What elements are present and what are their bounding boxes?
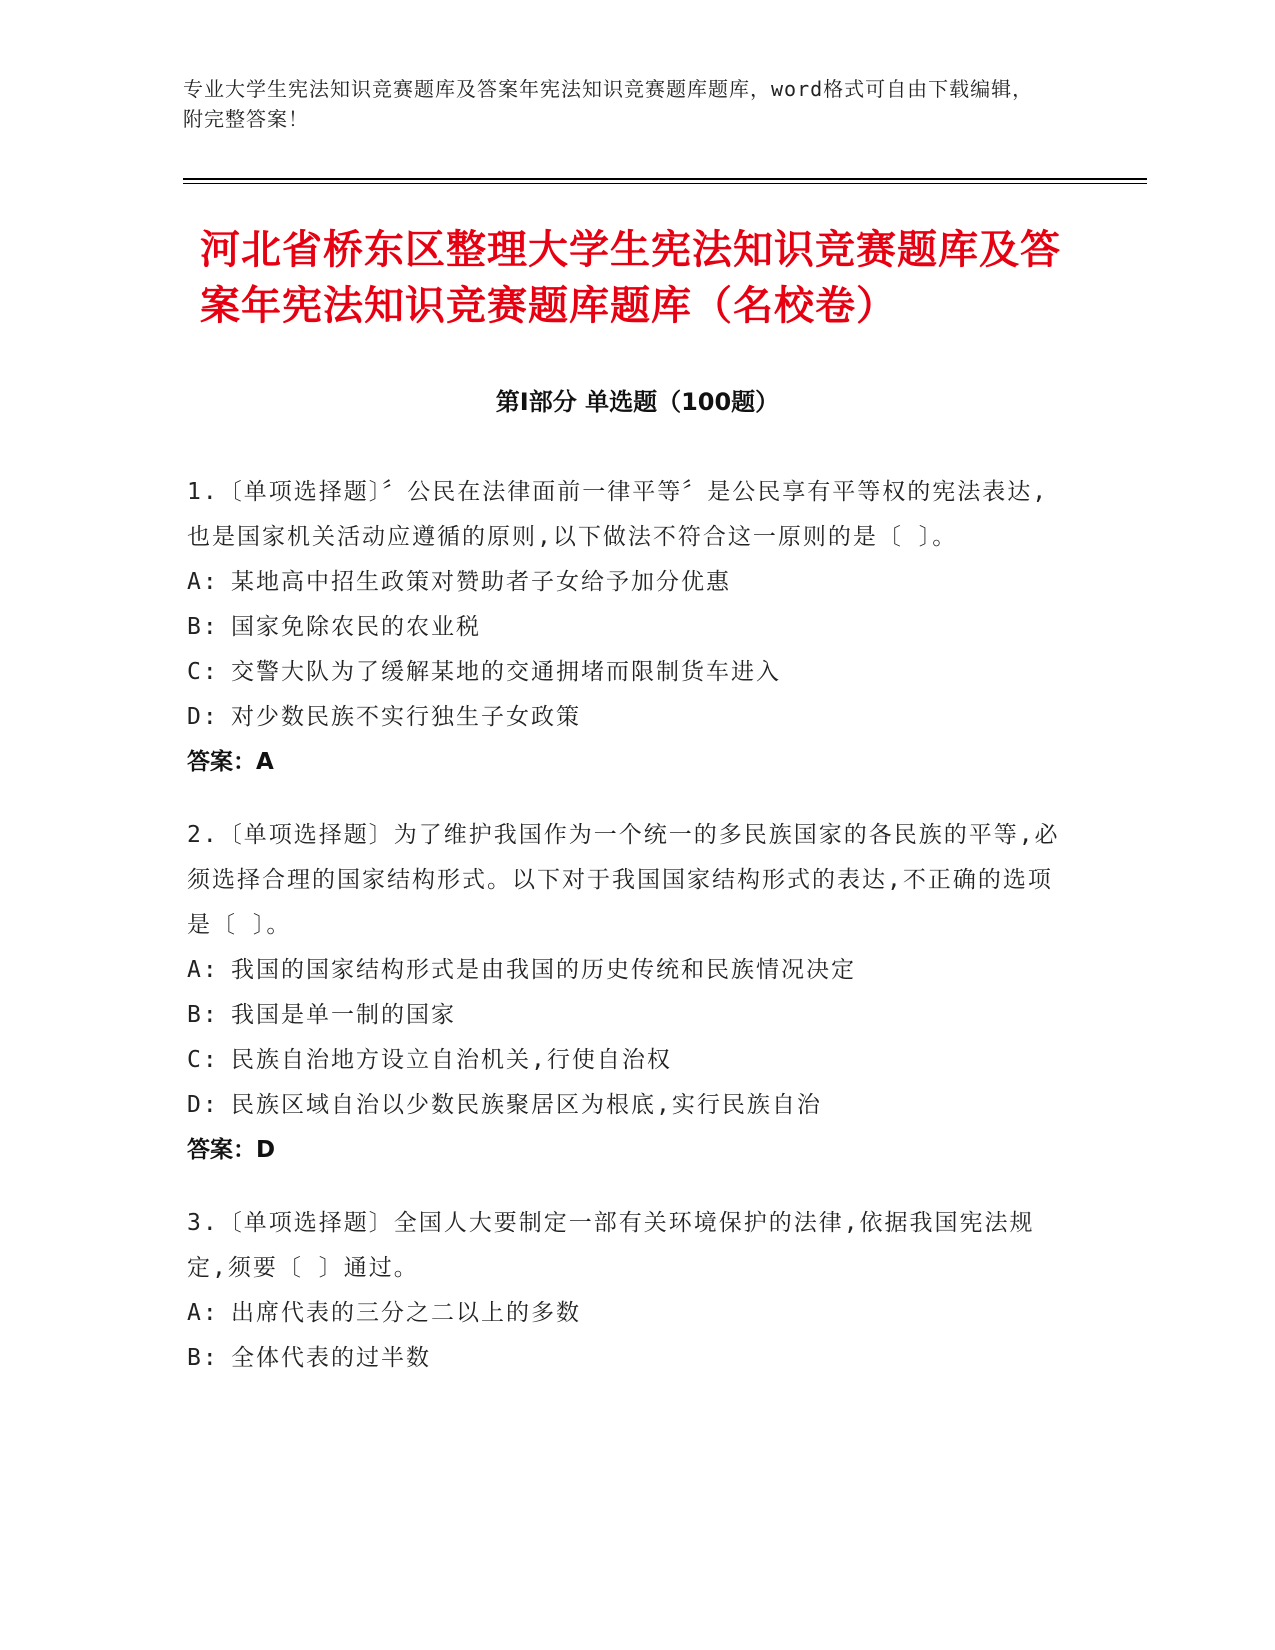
- option-b: [187, 605, 1067, 650]
- option-d: [187, 695, 1067, 740]
- option-text: 对少数民族不实行独生子女政策: [231, 704, 581, 730]
- option-text: 民族自治地方设立自治机关,行使自治权: [231, 1047, 672, 1073]
- document-title: 河北省桥东区整理大学生宪法知识竞赛题库及答案年宪法知识竞赛题库题库（名校卷）: [200, 227, 1061, 329]
- option-d: [187, 1083, 1067, 1128]
- option-letter: B:: [187, 614, 219, 640]
- option-a: [187, 560, 1067, 605]
- option-a: [187, 1291, 1067, 1336]
- question-1: [187, 470, 1067, 785]
- option-letter: B:: [187, 1002, 219, 1028]
- option-letter: D:: [187, 704, 219, 730]
- option-text: 全体代表的过半数: [231, 1345, 431, 1371]
- option-text: 国家免除农民的农业税: [231, 614, 481, 640]
- section-heading: 第Ⅰ部分 单选题（100题）: [495, 388, 780, 416]
- option-letter: C:: [187, 1047, 219, 1073]
- question-stem: 3.〔单项选择题〕全国人大要制定一部有关环境保护的法律,依据我国宪法规定,须要〔 〕通过。: [187, 1210, 1035, 1281]
- option-text: 出席代表的三分之二以上的多数: [231, 1300, 581, 1326]
- option-text: 我国是单一制的国家: [231, 1002, 456, 1028]
- option-c: [187, 650, 1067, 695]
- option-b: [187, 993, 1067, 1038]
- header-rule-thin: [183, 183, 1147, 184]
- header-rule-thick: [183, 178, 1147, 180]
- option-text: 某地高中招生政策对赞助者子女给予加分优惠: [231, 569, 731, 595]
- header-note: 专业大学生宪法知识竞赛题库及答案年宪法知识竞赛题库题库，word格式可自由下载编辑，附完整答案！: [183, 77, 1034, 131]
- question-2: [187, 813, 1067, 1173]
- option-b: [187, 1336, 1067, 1381]
- option-letter: A:: [187, 569, 219, 595]
- option-letter: A:: [187, 957, 219, 983]
- question-stem: 2.〔单项选择题〕为了维护我国作为一个统一的多民族国家的各民族的平等,必须选择合理的国家结构形式。以下对于我国国家结构形式的表达,不正确的选项是〔 〕。: [187, 822, 1060, 938]
- option-c: [187, 1038, 1067, 1083]
- answer-line: 答案：D: [187, 1137, 276, 1163]
- question-stem: 1.〔单项选择题〕〞公民在法律面前一律平等〞是公民享有平等权的宪法表达,也是国家机关活动应遵循的原则,以下做法不符合这一原则的是〔 〕。: [187, 479, 1049, 550]
- question-list: [187, 470, 1067, 1409]
- option-a: [187, 948, 1067, 993]
- option-letter: D:: [187, 1092, 219, 1118]
- question-3: [187, 1201, 1067, 1381]
- option-letter: A:: [187, 1300, 219, 1326]
- option-text: 我国的国家结构形式是由我国的历史传统和民族情况决定: [231, 957, 856, 983]
- option-text: 交警大队为了缓解某地的交通拥堵而限制货车进入: [231, 659, 781, 685]
- answer-line: 答案：A: [187, 749, 274, 775]
- option-letter: B:: [187, 1345, 219, 1371]
- option-text: 民族区域自治以少数民族聚居区为根底,实行民族自治: [231, 1092, 822, 1118]
- option-letter: C:: [187, 659, 219, 685]
